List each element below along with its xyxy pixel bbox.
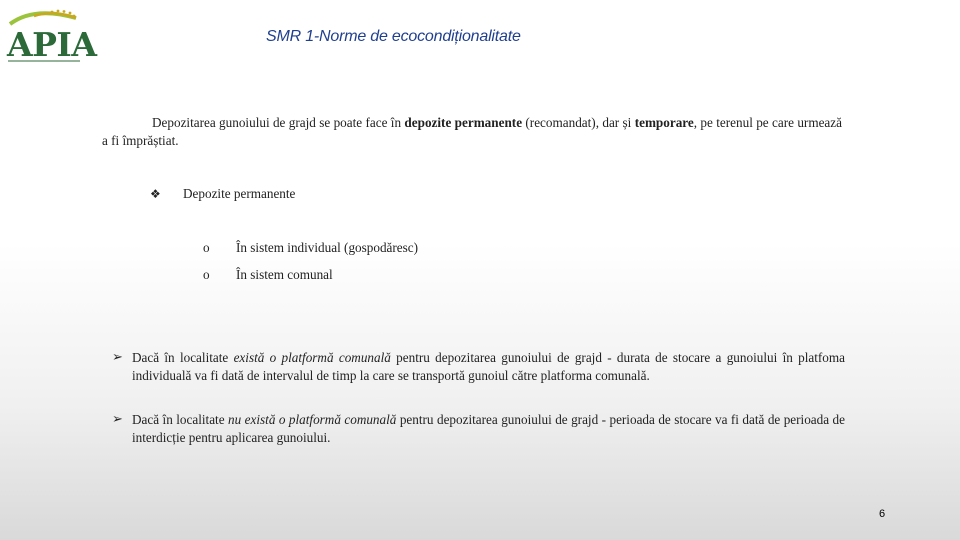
diamond-bullet-icon: ❖ — [150, 187, 161, 201]
arrow-bullet-icon: ➢ — [112, 350, 123, 365]
arrow-item-nu-exista — [112, 411, 845, 446]
subitem-individual — [203, 240, 418, 256]
arrow-item-text — [132, 411, 845, 446]
apia-logo — [4, 8, 97, 64]
intro-bold-temporare: temporare — [634, 115, 694, 130]
intro-bold-permanente: depozite permanente — [404, 115, 523, 130]
arrow-bullet-icon: ➢ — [112, 412, 123, 427]
subitem-text: În sistem individual (gospodăresc) — [236, 240, 419, 255]
arrow-item-text — [132, 349, 845, 384]
arrow-text-pre: Dacă în localitate — [132, 412, 229, 427]
intro-text-2: (recomandat), dar și — [522, 115, 635, 130]
arrow-text-italic: nu există o platformă comunală — [228, 412, 397, 427]
intro-text-3: , pe terenul pe care urmează a fi împrăștiat. — [102, 115, 842, 148]
arrow-text-pre: Dacă în localitate — [132, 350, 234, 365]
bullet-label: Depozite permanente — [183, 186, 296, 201]
intro-text-1: Depozitarea gunoiului de grajd se poate face în — [152, 115, 405, 130]
subitem-text: În sistem comunal — [236, 267, 333, 282]
subitem-comunal — [203, 267, 333, 283]
arrow-text-italic: există o platformă comunală — [233, 350, 391, 365]
circle-bullet-icon: o — [203, 240, 210, 255]
bullet-depozite-permanente — [150, 186, 295, 202]
circle-bullet-icon: o — [203, 267, 210, 282]
page-number: 6 — [879, 508, 886, 520]
slide-title: SMR 1-Norme de ecocondiționalitate — [266, 28, 521, 45]
arrow-text-post: pentru depozitarea gunoiului de grajd - perioada de stocare va fi dată de perioada de interdicție pentru aplicarea gunoiului. — [132, 412, 846, 445]
intro-paragraph — [102, 114, 842, 150]
arrow-item-exista — [112, 349, 845, 384]
logo-text: APIA — [7, 25, 97, 64]
arrow-text-post: pentru depozitarea gunoiului de grajd - durata de stocare a gunoiului în platfoma individuală va fi dată de intervalul de timp la care se transportă gunoiul către platforma comunală. — [132, 350, 845, 383]
